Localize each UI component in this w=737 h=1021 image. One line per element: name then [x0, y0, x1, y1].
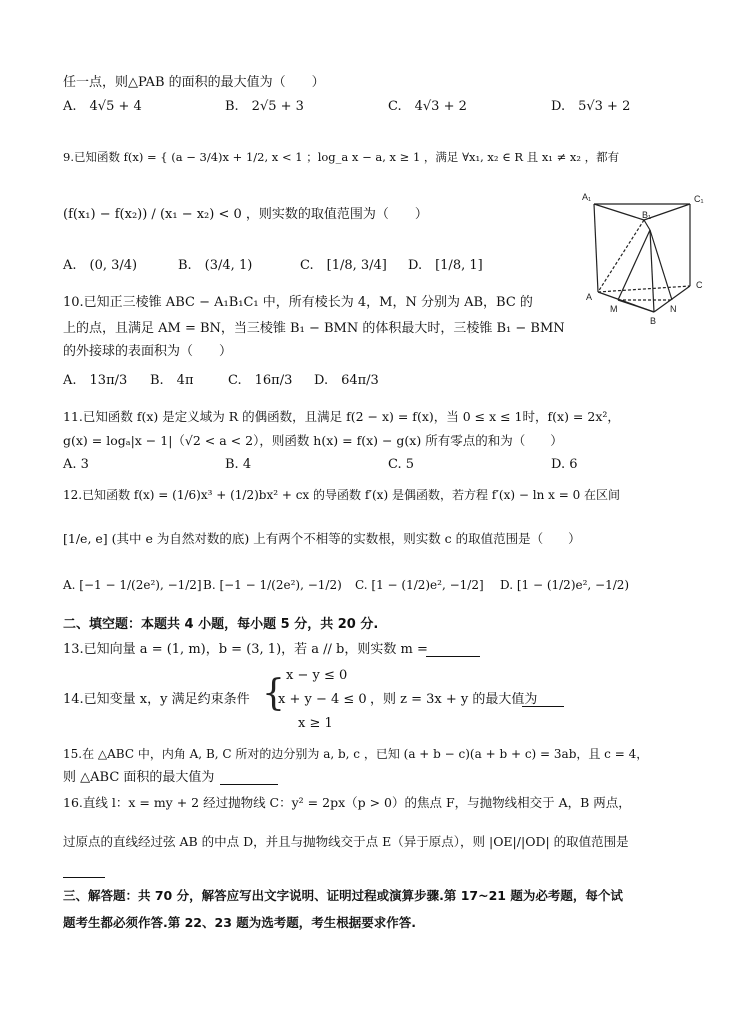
q12-option-b: B. [−1 − 1/(2e²), −1/2)	[203, 578, 342, 592]
q11-option-c: C. 5	[388, 457, 415, 472]
q9-option-d: D. [1/8, 1]	[408, 258, 483, 273]
q16-stem-line1: 16.直线 l：x = my + 2 经过抛物线 C：y² = 2px（p > 0）的焦点 F，与抛物线相交于 A，B 两点，	[63, 795, 631, 810]
q14-constraint-3: x ≥ 1	[298, 716, 333, 731]
q10-option-c: C. 16π/3	[228, 373, 293, 388]
q9-option-b: B. (3/4, 1)	[178, 258, 253, 273]
section3-heading-line2: 题考生都必须作答.第 22、23 题为选考题，考生根据要求作答.	[63, 915, 416, 930]
q12-stem-line1: 12.已知函数 f(x) = (1/6)x³ + (1/2)bx² + cx 的导函数 f′(x) 是偶函数，若方程 f′(x) − ln x = 0 在区间	[63, 488, 621, 502]
q9-option-a: A. (0, 3/4)	[63, 258, 138, 273]
label-c: C	[696, 280, 703, 290]
q8-option-b: B. 2√5 + 3	[225, 99, 304, 114]
q11-option-d: D. 6	[551, 457, 578, 472]
q11-stem-line2: g(x) = logₐ|x − 1|（√2 < a < 2），则函数 h(x) = f(x) − g(x) 所有零点的和为（ ）	[63, 433, 563, 448]
q15-stem-line1: 15.在 △ABC 中，内角 A, B, C 所对的边分别为 a, b, c ，已知 (a + b − c)(a + b + c) = 3ab，且 c = 4，	[63, 747, 649, 761]
q10-stem-line3: 的外接球的表面积为（ ）	[63, 344, 233, 359]
q12-option-d: D. [1 − (1/2)e², −1/2)	[500, 578, 630, 592]
q8-stem: 任一点，则△PAB 的面积的最大值为（ ）	[63, 75, 325, 90]
q16-answer-blank	[63, 876, 105, 878]
label-n: N	[670, 304, 677, 314]
q12-option-c: C. [1 − (1/2)e², −1/2]	[355, 578, 484, 592]
q9-stem-line2: (f(x₁) − f(x₂)) / (x₁ − x₂) < 0 ，则实数的取值范围为（ ）	[63, 207, 428, 222]
q14-brace: {	[262, 673, 285, 714]
label-c1: C₁	[694, 194, 704, 204]
q14-constraint-2: x + y − 4 ≤ 0	[278, 692, 367, 707]
q10-option-d: D. 64π/3	[314, 373, 379, 388]
q14-stem-pre: 14.已知变量 x，y 满足约束条件	[63, 692, 250, 707]
q10-stem-line2: 上的点，且满足 AM = BN，当三棱锥 B₁ − BMN 的体积最大时，三棱锥 B₁ − BMN	[63, 321, 565, 336]
q8-option-d: D. 5√3 + 2	[551, 99, 631, 114]
q11-stem-line1: 11.已知函数 f(x) 是定义域为 R 的偶函数，且满足 f(2 − x) = f(x)，当 0 ≤ x ≤ 1时，f(x) = 2x²，	[63, 409, 620, 424]
prism-figure	[582, 188, 712, 326]
q10-option-a: A. 13π/3	[63, 373, 128, 388]
q11-option-a: A. 3	[63, 457, 89, 472]
q13-stem: 13.已知向量 a = (1, m)，b = (3, 1)，若 a // b，则实数 m =	[63, 642, 428, 657]
label-b: B	[650, 316, 657, 326]
q16-stem-line2: 过原点的直线经过弦 AB 的中点 D，并且与抛物线交于点 E（异于原点），则 |OE|/|OD| 的取值范围是	[63, 834, 629, 849]
q9-option-c: C. [1/8, 3/4]	[300, 258, 387, 273]
q12-option-a: A. [−1 − 1/(2e²), −1/2]	[63, 578, 202, 592]
q11-option-b: B. 4	[225, 457, 252, 472]
label-a: A	[586, 292, 593, 302]
q13-answer-blank	[426, 655, 480, 657]
label-m: M	[610, 304, 618, 314]
q14-stem-post: ，则 z = 3x + y 的最大值为	[370, 692, 538, 707]
q9-stem-line1: 9.已知函数 f(x) = { (a − 3/4)x + 1/2, x < 1 ；log_a x − a, x ≥ 1 ，满足 ∀x₁, x₂ ∈ R 且 x₁ ≠ x₂ ，都有	[63, 150, 620, 164]
q14-answer-blank	[522, 705, 564, 707]
q15-stem-line2: 则 △ABC 面积的最大值为	[63, 770, 215, 785]
q14-constraint-1: x − y ≤ 0	[286, 668, 348, 683]
section3-heading-line1: 三、解答题：共 70 分，解答应写出文字说明、证明过程或演算步骤.第 17~21 题为必考题，每个试	[63, 888, 623, 903]
section2-heading: 二、填空题：本题共 4 小题，每小题 5 分，共 20 分.	[63, 617, 379, 632]
label-a1: A₁	[582, 192, 592, 202]
q15-answer-blank	[220, 783, 278, 785]
q10-stem-line1: 10.已知正三棱锥 ABC − A₁B₁C₁ 中，所有棱长为 4，M，N 分别为 AB，BC 的	[63, 295, 533, 310]
label-b1: B₁	[642, 210, 652, 220]
q12-stem-line2: [1/e, e] (其中 e 为自然对数的底) 上有两个不相等的实数根，则实数 c 的取值范围是（ ）	[63, 531, 581, 546]
q8-option-c: C. 4√3 + 2	[388, 99, 467, 114]
q8-option-a: A. 4√5 + 4	[63, 99, 142, 114]
q10-option-b: B. 4π	[150, 373, 194, 388]
